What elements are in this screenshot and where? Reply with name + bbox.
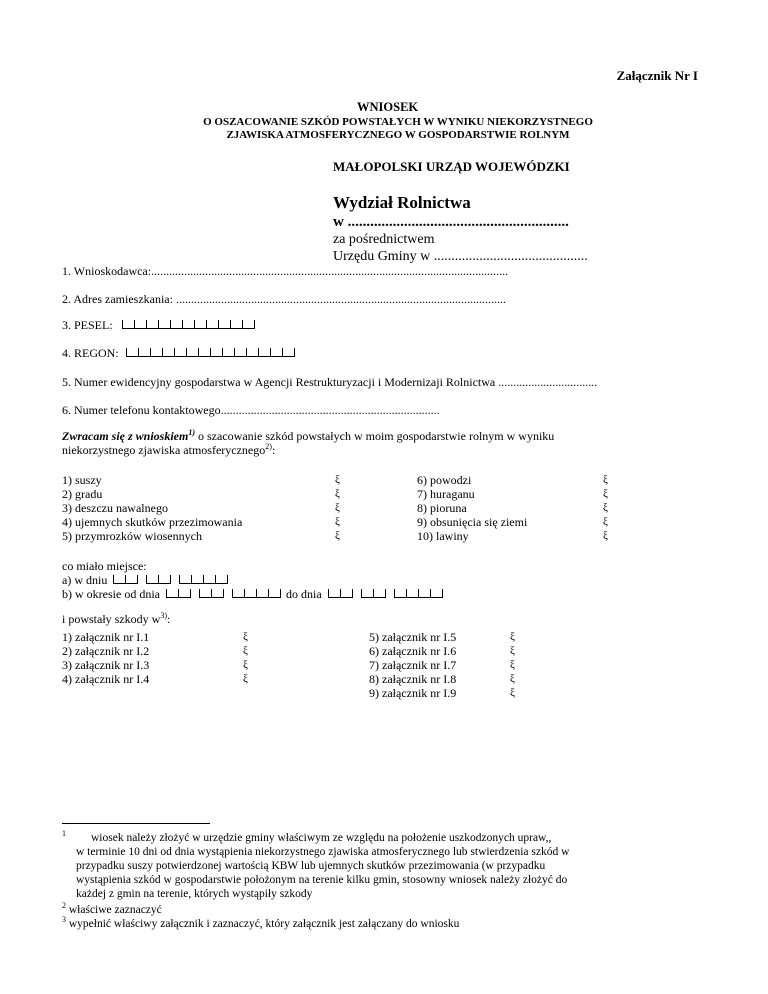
request-lead: Zwracam się z wnioskiem xyxy=(62,429,189,443)
phenomenon-item: 2) gradu xyxy=(62,487,103,501)
checkbox-gradu[interactable]: ξ xyxy=(335,488,340,500)
day-input[interactable] xyxy=(113,573,138,588)
footnote-1-line2: w terminie 10 dni od dnia wystąpienia niekorzystnego zjawiska atmosferycznego lub stwierdzenia szkód w xyxy=(76,846,570,858)
from-year-input[interactable] xyxy=(232,587,281,602)
footnote-1-line1: wiosek należy złożyć w urzędzie gminy właściwym ze względu na położenie uszkodzonych upraw,, xyxy=(91,832,552,844)
phone-field[interactable]: 6. Numer telefonu kontaktowego......................................................................... xyxy=(62,403,440,417)
year-input[interactable] xyxy=(179,573,228,588)
municipality-field[interactable]: Urzędu Gminy w ............................................ xyxy=(333,249,588,264)
footnote-separator xyxy=(62,823,210,824)
checkbox-pioruna[interactable]: ξ xyxy=(603,502,608,514)
farm-number-field[interactable]: 5. Numer ewidencyjny gospodarstwa w Agencji Restrukturyzacji i Modernizaji Rolnictwa ................................. xyxy=(62,375,598,389)
phenomenon-item: 9) obsunięcia się ziemi xyxy=(417,515,528,529)
checkbox-annex-2[interactable]: ξ xyxy=(243,645,248,657)
phenomenon-item: 5) przymrozków wiosennych xyxy=(62,529,202,543)
period-from-label: b) w okresie od dnia xyxy=(62,587,160,601)
footnote-1-line3: przypadku suszy potwierdzonej wartością KBW lub ujemnych skutków przezimowania (w przypadku xyxy=(76,860,546,872)
phenomenon-item: 10) lawiny xyxy=(417,529,469,543)
phenomenon-item: 7) huraganu xyxy=(417,487,475,501)
request-text-1: o szacowanie szkód powstałych w moim gospodarstwie rolnym w wyniku xyxy=(195,429,555,443)
checkbox-obsuniecia[interactable]: ξ xyxy=(603,516,608,528)
footnote-3: $^3$ wypełnić właściwy załącznik i zaznaczyć, który załącznik jest załączany do wniosku xyxy=(62,915,460,930)
checkbox-annex-8[interactable]: ξ xyxy=(510,673,515,685)
checkbox-annex-7[interactable]: ξ xyxy=(510,659,515,671)
phenomenon-item: 4) ujemnych skutków przezimowania xyxy=(62,515,243,529)
damages-label: i powstały szkody $w^{3)}$: xyxy=(62,611,171,626)
phenomena-left-checks xyxy=(335,473,340,543)
checkbox-deszczu[interactable]: ξ xyxy=(335,502,340,514)
checkbox-annex-9[interactable]: ξ xyxy=(510,687,515,699)
phenomenon-item: 6) powodzi xyxy=(417,473,472,487)
annexes-right-checks xyxy=(510,630,515,700)
checkbox-annex-5[interactable]: ξ xyxy=(510,631,515,643)
department-location[interactable]: w ........................................................... xyxy=(333,214,569,230)
checkbox-powodzi[interactable]: ξ xyxy=(603,474,608,486)
pesel-label: 3. PESEL: xyxy=(62,318,113,332)
request-lead-sup: 1) xyxy=(188,428,196,437)
checkbox-suszy[interactable]: ξ xyxy=(335,474,340,486)
footnote-1-line4: wystąpienia szkód w gospodarstwie położonym na terenie kilku gmin, stosowny wniosek należy złożyć do xyxy=(76,874,568,886)
form-title: WNIOSEK xyxy=(357,100,419,114)
annex-item: 9) załącznik nr I.9 xyxy=(369,686,457,700)
annex-item: 5) załącznik nr I.5 xyxy=(369,630,457,644)
annex-item: 2) załącznik nr I.2 xyxy=(62,644,150,658)
request-statement-2: niekorzystnego zjawiska atmosferycznego$^{2)}$: xyxy=(62,442,276,457)
checkbox-annex-3[interactable]: ξ xyxy=(243,659,248,671)
office-name: MAŁOPOLSKI URZĄD WOJEWÓDZKI xyxy=(333,159,570,174)
phenomenon-item: 3) deszczu nawalnego xyxy=(62,501,168,515)
annex-item: 6) załącznik nr I.6 xyxy=(369,644,457,658)
annex-item: 1) załącznik nr I.1 xyxy=(62,630,150,644)
annex-item: 4) załącznik nr I.4 xyxy=(62,672,150,686)
applicant-field[interactable]: 1. Wnioskodawca:....................................................................................................................... xyxy=(62,264,509,278)
from-day-input[interactable] xyxy=(166,587,191,602)
from-month-input[interactable] xyxy=(199,587,224,602)
department-name: Wydział Rolnictwa xyxy=(333,193,471,212)
checkbox-lawiny[interactable]: ξ xyxy=(603,530,608,542)
checkbox-przymrozkow[interactable]: ξ xyxy=(335,530,340,542)
regon-label: 4. REGON: xyxy=(62,346,119,360)
period-to-label: do dnia xyxy=(285,587,322,601)
annex-item: 3) załącznik nr I.3 xyxy=(62,658,150,672)
footnote-2: $^2$ właściwe zaznaczyć xyxy=(62,901,162,916)
annexes-left xyxy=(62,630,149,686)
phenomenon-item: 8) pioruna xyxy=(417,501,467,515)
form-subtitle-2: ZJAWISKA ATMOSFERYCZNEGO W GOSPODARSTWIE ROLNYM xyxy=(226,129,570,141)
month-input[interactable] xyxy=(146,573,171,588)
phenomenon-item: 1) suszy xyxy=(62,473,102,487)
request-text-2: niekorzystnego zjawiska atmosferycznego xyxy=(62,443,266,457)
occurrence-day-row xyxy=(62,573,228,588)
occurrence-period-row xyxy=(62,587,443,602)
pesel-row xyxy=(62,318,255,333)
address-field[interactable]: 2. Adres zamieszkania: .............................................................................................................. xyxy=(62,292,506,306)
phenomena-right xyxy=(417,473,527,543)
annex-item: 7) załącznik nr I.7 xyxy=(369,658,457,672)
annexes-left-checks xyxy=(243,630,248,686)
pesel-input[interactable] xyxy=(122,318,255,333)
footnote-1-line5: każdej z gmin na terenie, których wystąpiły szkody xyxy=(76,888,313,900)
form-subtitle-1: O OSZACOWANIE SZKÓD POWSTAŁYCH W WYNIKU NIEKORZYSTNEGO xyxy=(203,116,593,128)
annexes-right xyxy=(369,630,456,700)
footnote-1-number: 1 xyxy=(62,829,66,838)
occurrence-label: co miało miejsce: xyxy=(62,559,147,573)
phenomena-left xyxy=(62,473,242,543)
regon-input[interactable] xyxy=(126,346,295,361)
checkbox-przezimowania[interactable]: ξ xyxy=(335,516,340,528)
annex-item: 8) załącznik nr I.8 xyxy=(369,672,457,686)
via-label: za pośrednictwem xyxy=(333,232,435,247)
checkbox-annex-6[interactable]: ξ xyxy=(510,645,515,657)
annex-number: Załącznik Nr I xyxy=(616,68,698,83)
phenomena-right-checks xyxy=(603,473,608,543)
to-year-input[interactable] xyxy=(394,587,443,602)
regon-row xyxy=(62,346,295,361)
request-text-sup: 2) xyxy=(265,442,272,451)
checkbox-huraganu[interactable]: ξ xyxy=(603,488,608,500)
checkbox-annex-1[interactable]: ξ xyxy=(243,631,248,643)
occurrence-day-label: a) w dniu xyxy=(62,573,108,587)
checkbox-annex-4[interactable]: ξ xyxy=(243,673,248,685)
to-month-input[interactable] xyxy=(361,587,386,602)
to-day-input[interactable] xyxy=(328,587,353,602)
